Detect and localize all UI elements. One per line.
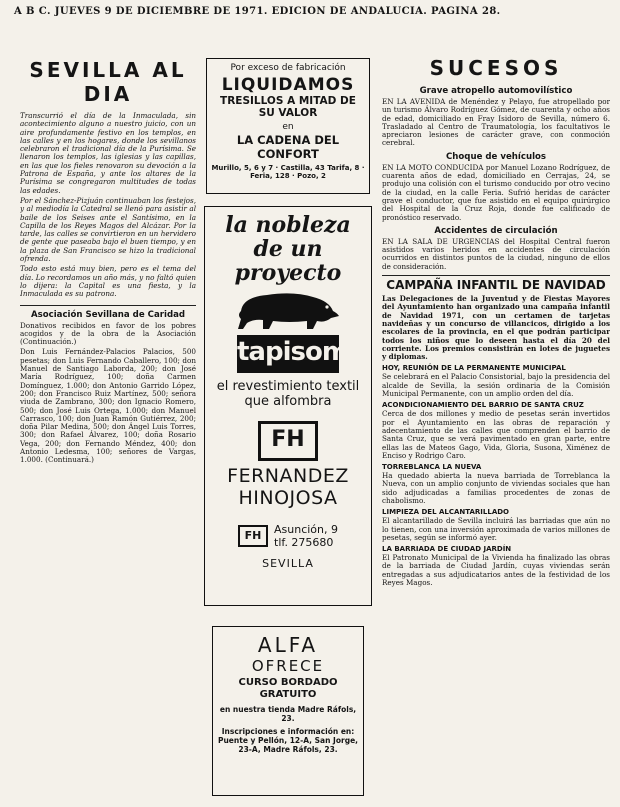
ad-tapisom <box>204 206 372 606</box>
subsection-title: Choque de vehículos <box>445 151 547 162</box>
article-paragraph: EN LA AVENIDA de Menéndez y Pelayo, fue atropellado por un turismo Álvaro Rodríguez Gómez, de cuarenta y ocho años de edad, domiciliado en Fray Isidoro de Sevilla, número 6. Trasladado al Centro de Traumatología, los facultativos le apreciaron lesiones de carácter grave, con conmoción cerebral. <box>382 97 610 148</box>
ad-city: SEVILLA <box>262 557 314 570</box>
page-header: A B C. JUEVES 9 DE DICIEMBRE DE 1971. EDICION DE ANDALUCIA. PAGINA 28. <box>14 6 501 17</box>
ad-brand: ALFA <box>257 633 319 657</box>
ad-address: Asunción, 9 <box>274 523 338 536</box>
column-left <box>20 56 196 801</box>
ad-footer <box>209 523 367 549</box>
ad-slogan: la nobleza de un proyecto <box>225 212 351 286</box>
news-heading: LA BARRIADA DE CIUDAD JARDÍN <box>382 545 512 554</box>
ad-text: OFRECE <box>251 657 325 675</box>
news-heading: ACONDICIONAMIENTO DEL BARRIO DE SANTA CRUZ <box>382 401 584 410</box>
ad-text: en nuestra tienda Madre Ráfols, 23. <box>219 705 357 723</box>
ad-store-name: LA CADENA DEL CONFORT <box>236 133 340 161</box>
brand-logo: tapisom <box>237 335 339 373</box>
ad-text: en <box>282 122 294 132</box>
company-name: FERNANDEZ HINOJOSA <box>227 465 349 509</box>
article-paragraph: Las Delegaciones de la Juventud y de Fiestas Mayores del Ayuntamiento han organizado una campaña infantil de Navidad 1971, con un certamen de tarjetas navideñas y un concurso de villancicos, dirigido a los escolares de la provincia, en el que podrán participar todos los niños que lo deseen hasta el día 20 del corriente. Los premios consistirán en lotes de juguetes y diplomas. <box>382 294 610 362</box>
article-paragraph: Cerca de dos millones y medio de pesetas serán invertidos por el Ayuntamiento en las obras de reparación y adecentamiento de las calles que comprenden el barrio de Santa Cruz, que se verá pavimentado en gran parte, entre ellas las de Mateos Gago, Vida, Gloria, Susona, Ximénez de Enciso y Rodrigo Caro. <box>382 409 610 460</box>
column-right <box>382 54 610 799</box>
ad-phone: tlf. 275680 <box>274 536 334 549</box>
news-heading: HOY, REUNIÓN DE LA PERMANENTE MUNICIPAL <box>382 364 566 373</box>
section-title: SEVILLA AL DIA <box>29 58 187 106</box>
section-heading: CAMPAÑA INFANTIL DE NAVIDAD <box>382 275 610 292</box>
subsection-title: Grave atropello automovilístico <box>419 86 573 96</box>
article-paragraph: Donativos recibidos en favor de los pobres acogidos y de la obra de la Asociación (Continuación.) <box>20 320 196 347</box>
ad-text: Por exceso de fabricación <box>230 63 346 73</box>
article-paragraph: El Patronato Municipal de la Vivienda ha finalizado las obras de la barriada de Ciudad Jardín, cuyas viviendas serán entregadas a sus adjudicatarios antes de la festividad de los Reyes Magos. <box>382 553 610 588</box>
fh-logo: FH <box>258 421 318 461</box>
ad-addresses: Inscripciones e información en: Puente y Pellón, 12-A, San Jorge, 23-A, Madre Ráfols, 23. <box>217 727 359 754</box>
article-paragraph: EN LA SALA DE URGENCIAS del Hospital Central fueron asistidos varios heridos en accidentes de circulación ocurridos en distintos puntos de la ciudad, ninguno de ellos de consideración. <box>382 236 610 271</box>
subsection-title: Asociación Sevillana de Caridad <box>20 305 196 320</box>
article-paragraph: El alcantarillado de Sevilla incluirá las barriadas que aún no lo tienen, con una inversión aproximada de varios millones de pesetas, según se informó ayer. <box>382 516 610 542</box>
donor-list: Don Luis Fernández-Palacios Palacios, 500 pesetas; don Luis Fernando Caballero, 100; don Manuel de Santiago Laborda, 200; don José María Rodríguez, 100; doña Carmen Domínguez, 1.000; don Antonio Garrido López, 200; don Francisco Ruiz Martínez, 500; señora viuda de Zambrano, 300; don Ignacio Romero, 500; don José Luis Ortega, 1.000; don Manuel Carrasco, 100; don Juan Ramón Gutiérrez, 200; doña Pilar Medina, 500; don Ángel Luis Torres, 300; don Rafael Álvarez, 100; doña Rosario Vega, 200; don Fernando Méndez, 400; don Antonio Ledesma, 100; señores de Vargas, 1.000. (Continuará.) <box>20 347 196 465</box>
ad-tagline: el revestimiento textil que alfombra <box>216 379 360 409</box>
ad-alfa <box>212 626 364 796</box>
ad-text: TRESILLOS A MITAD DE SU VALOR <box>220 95 356 119</box>
ad-headline: CURSO BORDADO GRATUITO <box>238 677 338 700</box>
section-title: SUCESOS <box>429 56 563 80</box>
article-paragraph: Se celebrará en el Palacio Consistorial, bajo la presidencia del alcalde de Sevilla, la sesión ordinaria de la Comisión Municipal Permanente, con un amplio orden del día. <box>382 372 610 399</box>
fh-small-logo: FH <box>238 525 268 547</box>
ad-addresses: Murillo, 5, 6 y 7 · Castilla, 43 Tarifa, 8 · Feria, 128 · Pozo, 2 <box>211 164 365 180</box>
ad-address-block <box>274 523 338 549</box>
article-paragraph: Por el Sánchez-Pizjuán continuaban los festejos, y al mediodía la Catedral se llenó para asistir al baile de los Seises ante el Santísimo, en la Capilla de los Reyes Magos del Alcázar. Por la tarde, las calles se convirtieron en un hervidero de gente que paseaba bajo el buen tiempo, y en la plaza de San Francisco se hizo la tradicional ofrenda. <box>20 195 196 264</box>
ad-headline: LIQUIDAMOS <box>221 75 355 95</box>
boar-icon <box>233 285 343 331</box>
news-heading: TORREBLANCA LA NUEVA <box>382 463 482 472</box>
subsection-title: Accidentes de circulación <box>434 225 558 236</box>
article-paragraph: Ha quedado abierta la nueva barriada de Torreblanca la Nueva, con un amplio conjunto de viviendas sociales que han sido adjudicadas a familias procedentes de zonas de chabolismo. <box>382 471 610 505</box>
ad-liquidamos <box>206 58 370 194</box>
article-paragraph: Transcurrió el día de la Inmaculada, sin acontecimiento alguno a nuestro juicio, con un aire profundamente festivo en los templos, en las calles y en los hogares, donde los sevillanos celebraron el tradicional día de la Purísima. Se llenaron los templos, las iglesias y las capillas, en las que los fieles renovaron su devoción a la Patrona de España, y ante los altares de la Purísima se congregaron multitudes de todas las edades. <box>20 111 196 195</box>
news-heading: LIMPIEZA DEL ALCANTARILLADO <box>382 508 510 517</box>
article-paragraph: EN LA MOTO CONDUCIDA por Manuel Lozano Rodríguez, de cuarenta años de edad, domiciliado en Cerrajas, 24, se produjo una colisión con el turismo conducido por otro vecino de la ciudad, en la calle Feria. Sufrió heridas de carácter grave el conductor, que fue asistido en el equipo quirúrgico del Hospital de la Cruz Roja, donde fue calificado de pronóstico reservado. <box>382 162 610 222</box>
article-paragraph: Todo esto está muy bien, pero es el tema del día. Lo recordamos un año más, y no faltó quien lo dijera: la Capital es una fiesta, y la Inmaculada es su patrona. <box>20 264 196 299</box>
